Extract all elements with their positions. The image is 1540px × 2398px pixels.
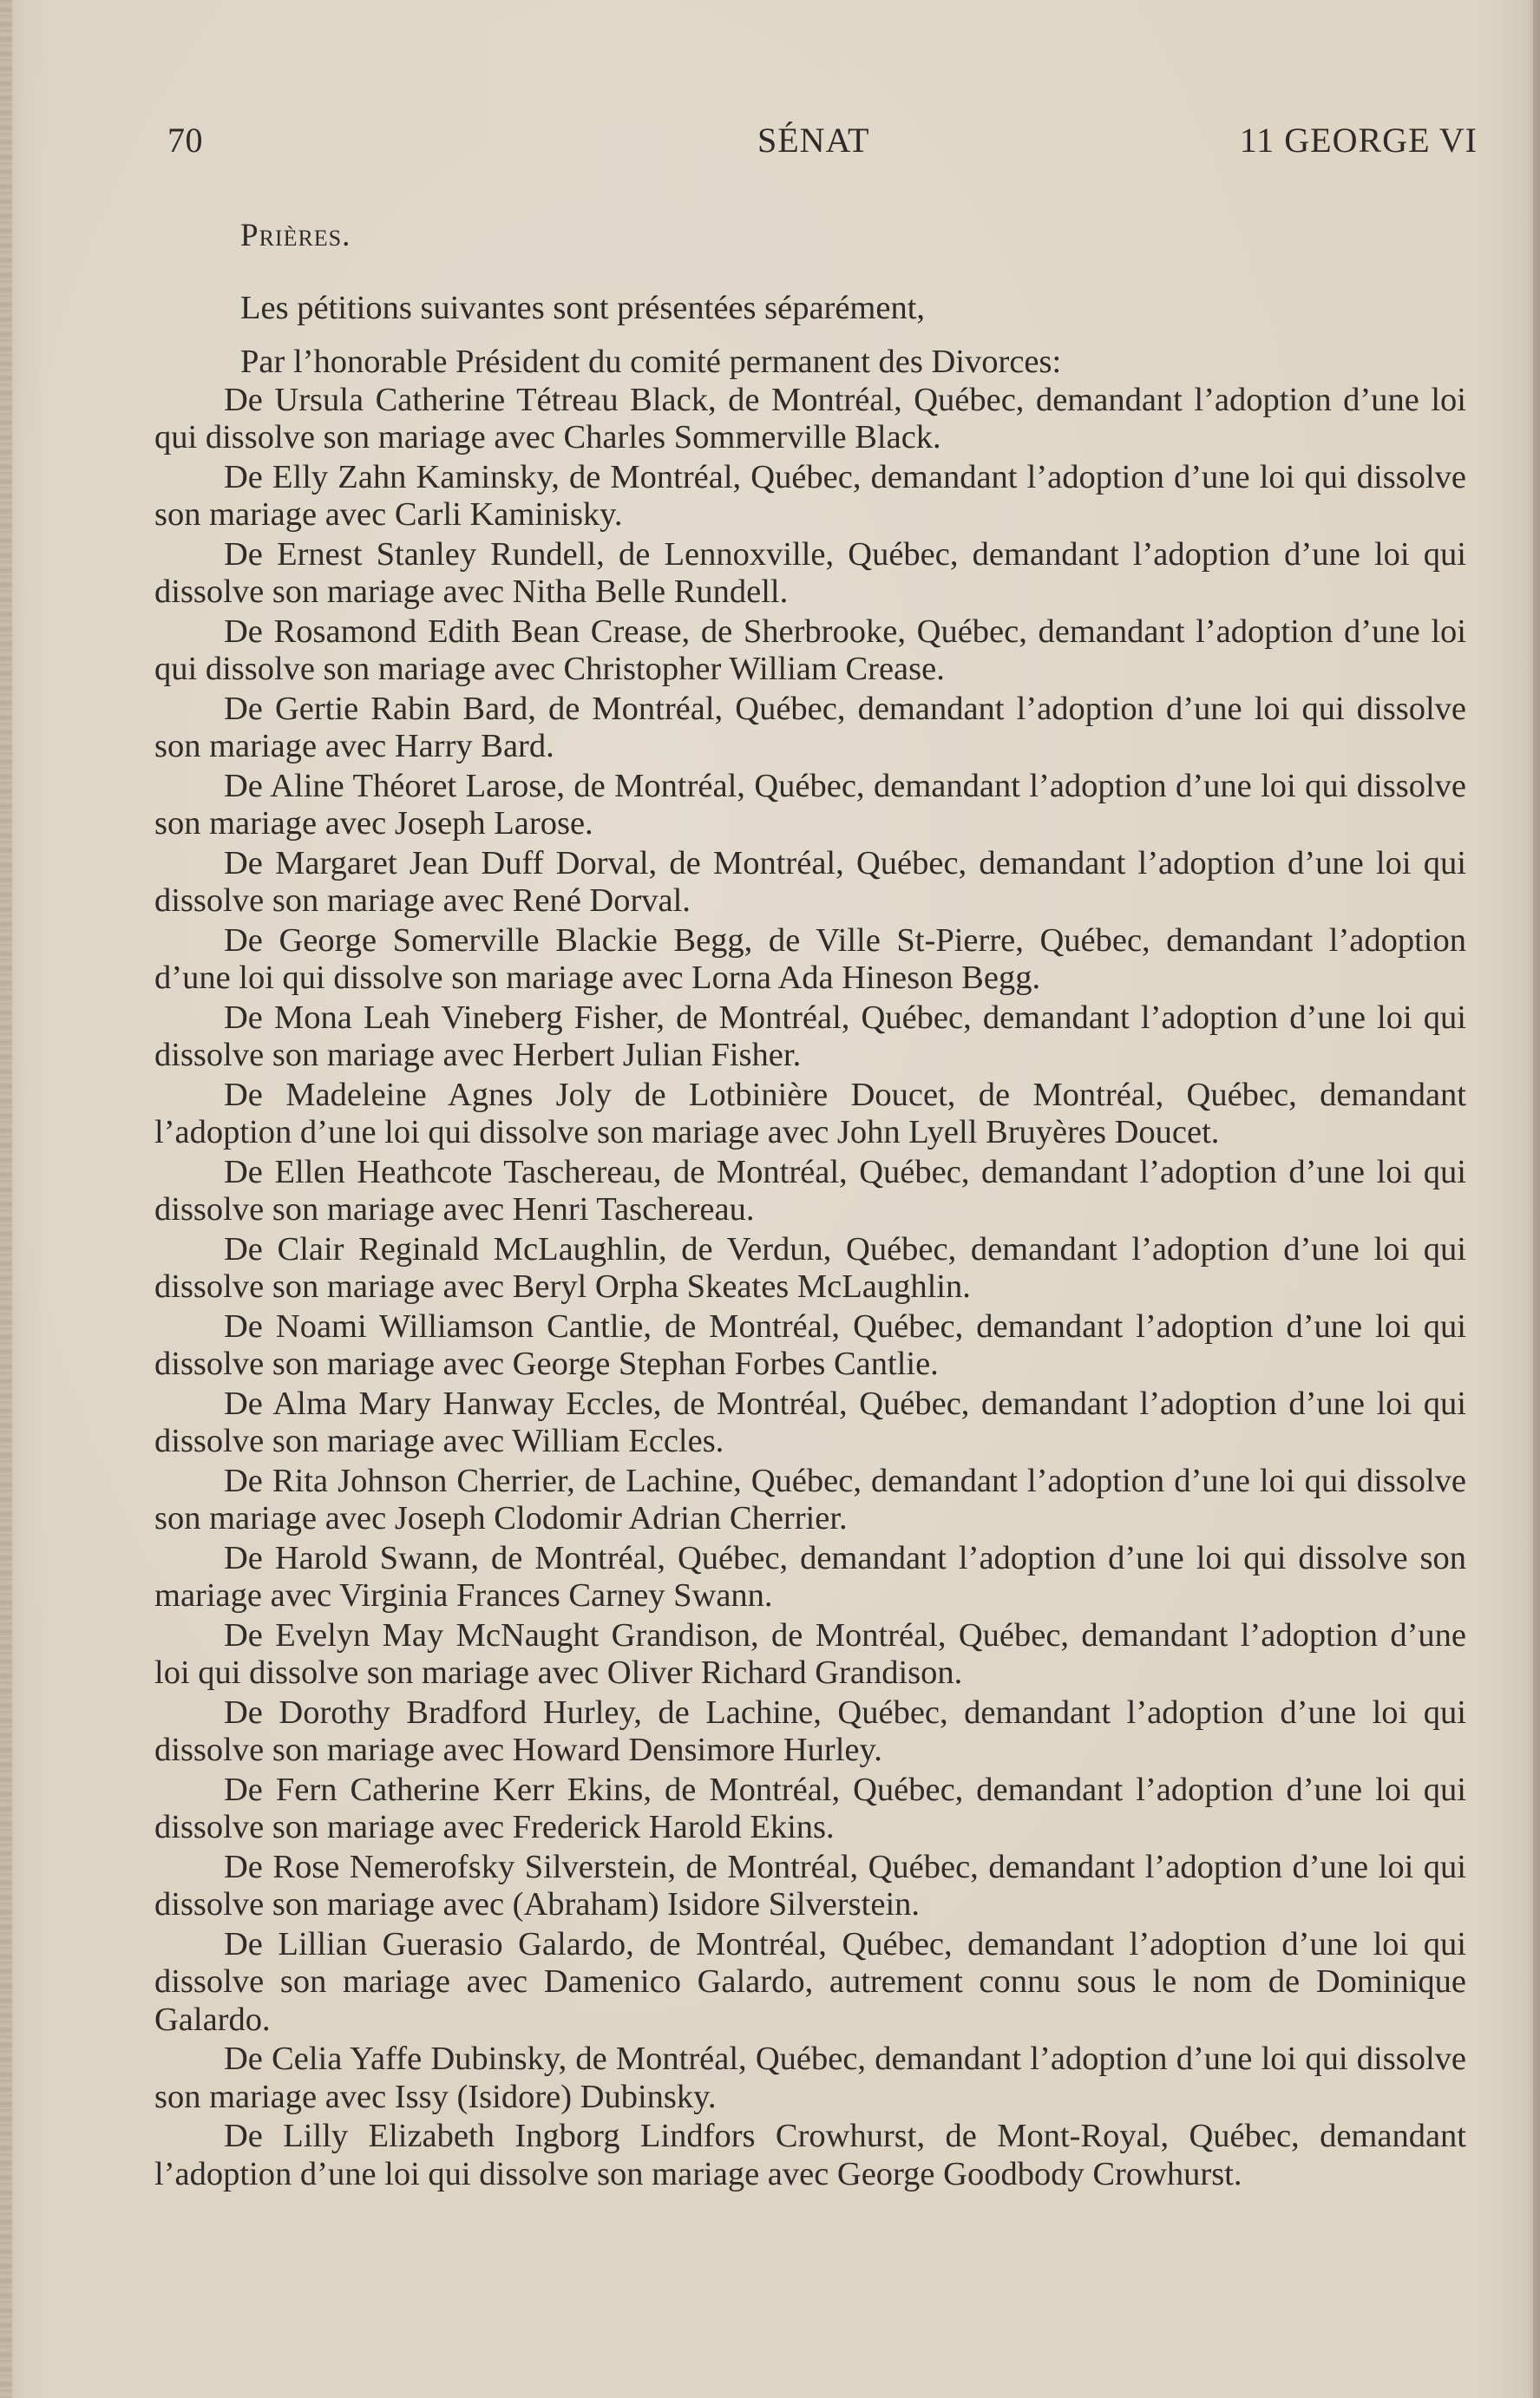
reign-title: 11 GEORGE VI	[1239, 121, 1478, 160]
petition-item: De Gertie Rabin Bard, de Montréal, Québec, demandant l’adoption d’une loi qui dissolve son mariage avec Harry Bard.	[154, 690, 1466, 764]
chamber-title: SÉNAT	[757, 121, 870, 160]
petition-item: De Rosamond Edith Bean Crease, de Sherbrooke, Québec, demandant l’adoption d’une loi qui dissolve son mariage avec Christopher William Crease.	[154, 613, 1466, 687]
petition-item: De George Somerville Blackie Begg, de Ville St-Pierre, Québec, demandant l’adoption d’une loi qui dissolve son mariage avec Lorna Ada Hineson Begg.	[154, 921, 1466, 996]
petition-list	[154, 382, 1466, 2194]
petition-item: De Ellen Heathcote Taschereau, de Montréal, Québec, demandant l’adoption d’une loi qui dissolve son mariage avec Henri Taschereau.	[154, 1153, 1466, 1228]
page-right-edge	[1533, 0, 1540, 2398]
committee-paragraph: Par l’honorable Président du comité permanent des Divorces:	[240, 344, 1062, 380]
petition-item: De Clair Reginald McLaughlin, de Verdun, Québec, demandant l’adoption d’une loi qui dissolve son mariage avec Beryl Orpha Skeates McLaughlin.	[154, 1230, 1466, 1305]
petition-item: De Lillian Guerasio Galardo, de Montréal, Québec, demandant l’adoption d’une loi qui dissolve son mariage avec Damenico Galardo, autrement connu sous le nom de Dominique Galardo.	[154, 1925, 1466, 2038]
petition-item: De Aline Théoret Larose, de Montréal, Québec, demandant l’adoption d’une loi qui dissolve son mariage avec Joseph Larose.	[154, 767, 1466, 842]
petition-item: De Dorothy Bradford Hurley, de Lachine, Québec, demandant l’adoption d’une loi qui dissolve son mariage avec Howard Densimore Hurley.	[154, 1694, 1466, 1768]
section-heading: Prières.	[240, 218, 351, 253]
page-left-edge	[0, 0, 12, 2398]
running-header	[167, 120, 1478, 172]
petition-item: De Alma Mary Hanway Eccles, de Montréal, Québec, demandant l’adoption d’une loi qui dissolve son mariage avec William Eccles.	[154, 1385, 1466, 1459]
intro-paragraph: Les pétitions suivantes sont présentées séparément,	[240, 289, 926, 326]
petition-item: De Elly Zahn Kaminsky, de Montréal, Québec, demandant l’adoption d’une loi qui dissolve son mariage avec Carli Kaminisky.	[154, 458, 1466, 533]
petition-item: De Mona Leah Vineberg Fisher, de Montréal, Québec, demandant l’adoption d’une loi qui dissolve son mariage avec Herbert Julian Fisher.	[154, 999, 1466, 1073]
petition-item: De Ernest Stanley Rundell, de Lennoxville, Québec, demandant l’adoption d’une loi qui dissolve son mariage avec Nitha Belle Rundell.	[154, 535, 1466, 610]
petition-item: De Fern Catherine Kerr Ekins, de Montréal, Québec, demandant l’adoption d’une loi qui dissolve son mariage avec Frederick Harold Ekins.	[154, 1771, 1466, 1845]
petition-item: De Rose Nemerofsky Silverstein, de Montréal, Québec, demandant l’adoption d’une loi qui dissolve son mariage avec (Abraham) Isidore Silverstein.	[154, 1848, 1466, 1923]
petition-item: De Rita Johnson Cherrier, de Lachine, Québec, demandant l’adoption d’une loi qui dissolve son mariage avec Joseph Clodomir Adrian Cherrier.	[154, 1462, 1466, 1536]
petition-item: De Evelyn May McNaught Grandison, de Montréal, Québec, demandant l’adoption d’une loi qui dissolve son mariage avec Oliver Richard Grandison.	[154, 1616, 1466, 1691]
petition-item: De Madeleine Agnes Joly de Lotbinière Doucet, de Montréal, Québec, demandant l’adoption d’une loi qui dissolve son mariage avec John Lyell Bruyères Doucet.	[154, 1076, 1466, 1150]
petition-item: De Noami Williamson Cantlie, de Montréal, Québec, demandant l’adoption d’une loi qui dissolve son mariage avec George Stephan Forbes Cantlie.	[154, 1307, 1466, 1382]
petition-item: De Lilly Elizabeth Ingborg Lindfors Crowhurst, de Mont-Royal, Québec, demandant l’adoption d’une loi qui dissolve son mariage avec George Goodbody Crowhurst.	[154, 2118, 1466, 2192]
petition-item: De Margaret Jean Duff Dorval, de Montréal, Québec, demandant l’adoption d’une loi qui dissolve son mariage avec René Dorval.	[154, 844, 1466, 919]
petition-item: De Ursula Catherine Tétreau Black, de Montréal, Québec, demandant l’adoption d’une loi qui dissolve son mariage avec Charles Sommerville Black.	[154, 381, 1466, 455]
petition-item: De Celia Yaffe Dubinsky, de Montréal, Québec, demandant l’adoption d’une loi qui dissolve son mariage avec Issy (Isidore) Dubinsky.	[154, 2041, 1466, 2115]
page-content	[154, 217, 1466, 2195]
petition-item: De Harold Swann, de Montréal, Québec, demandant l’adoption d’une loi qui dissolve son mariage avec Virginia Frances Carney Swann.	[154, 1539, 1466, 1614]
page-number: 70	[167, 121, 203, 160]
